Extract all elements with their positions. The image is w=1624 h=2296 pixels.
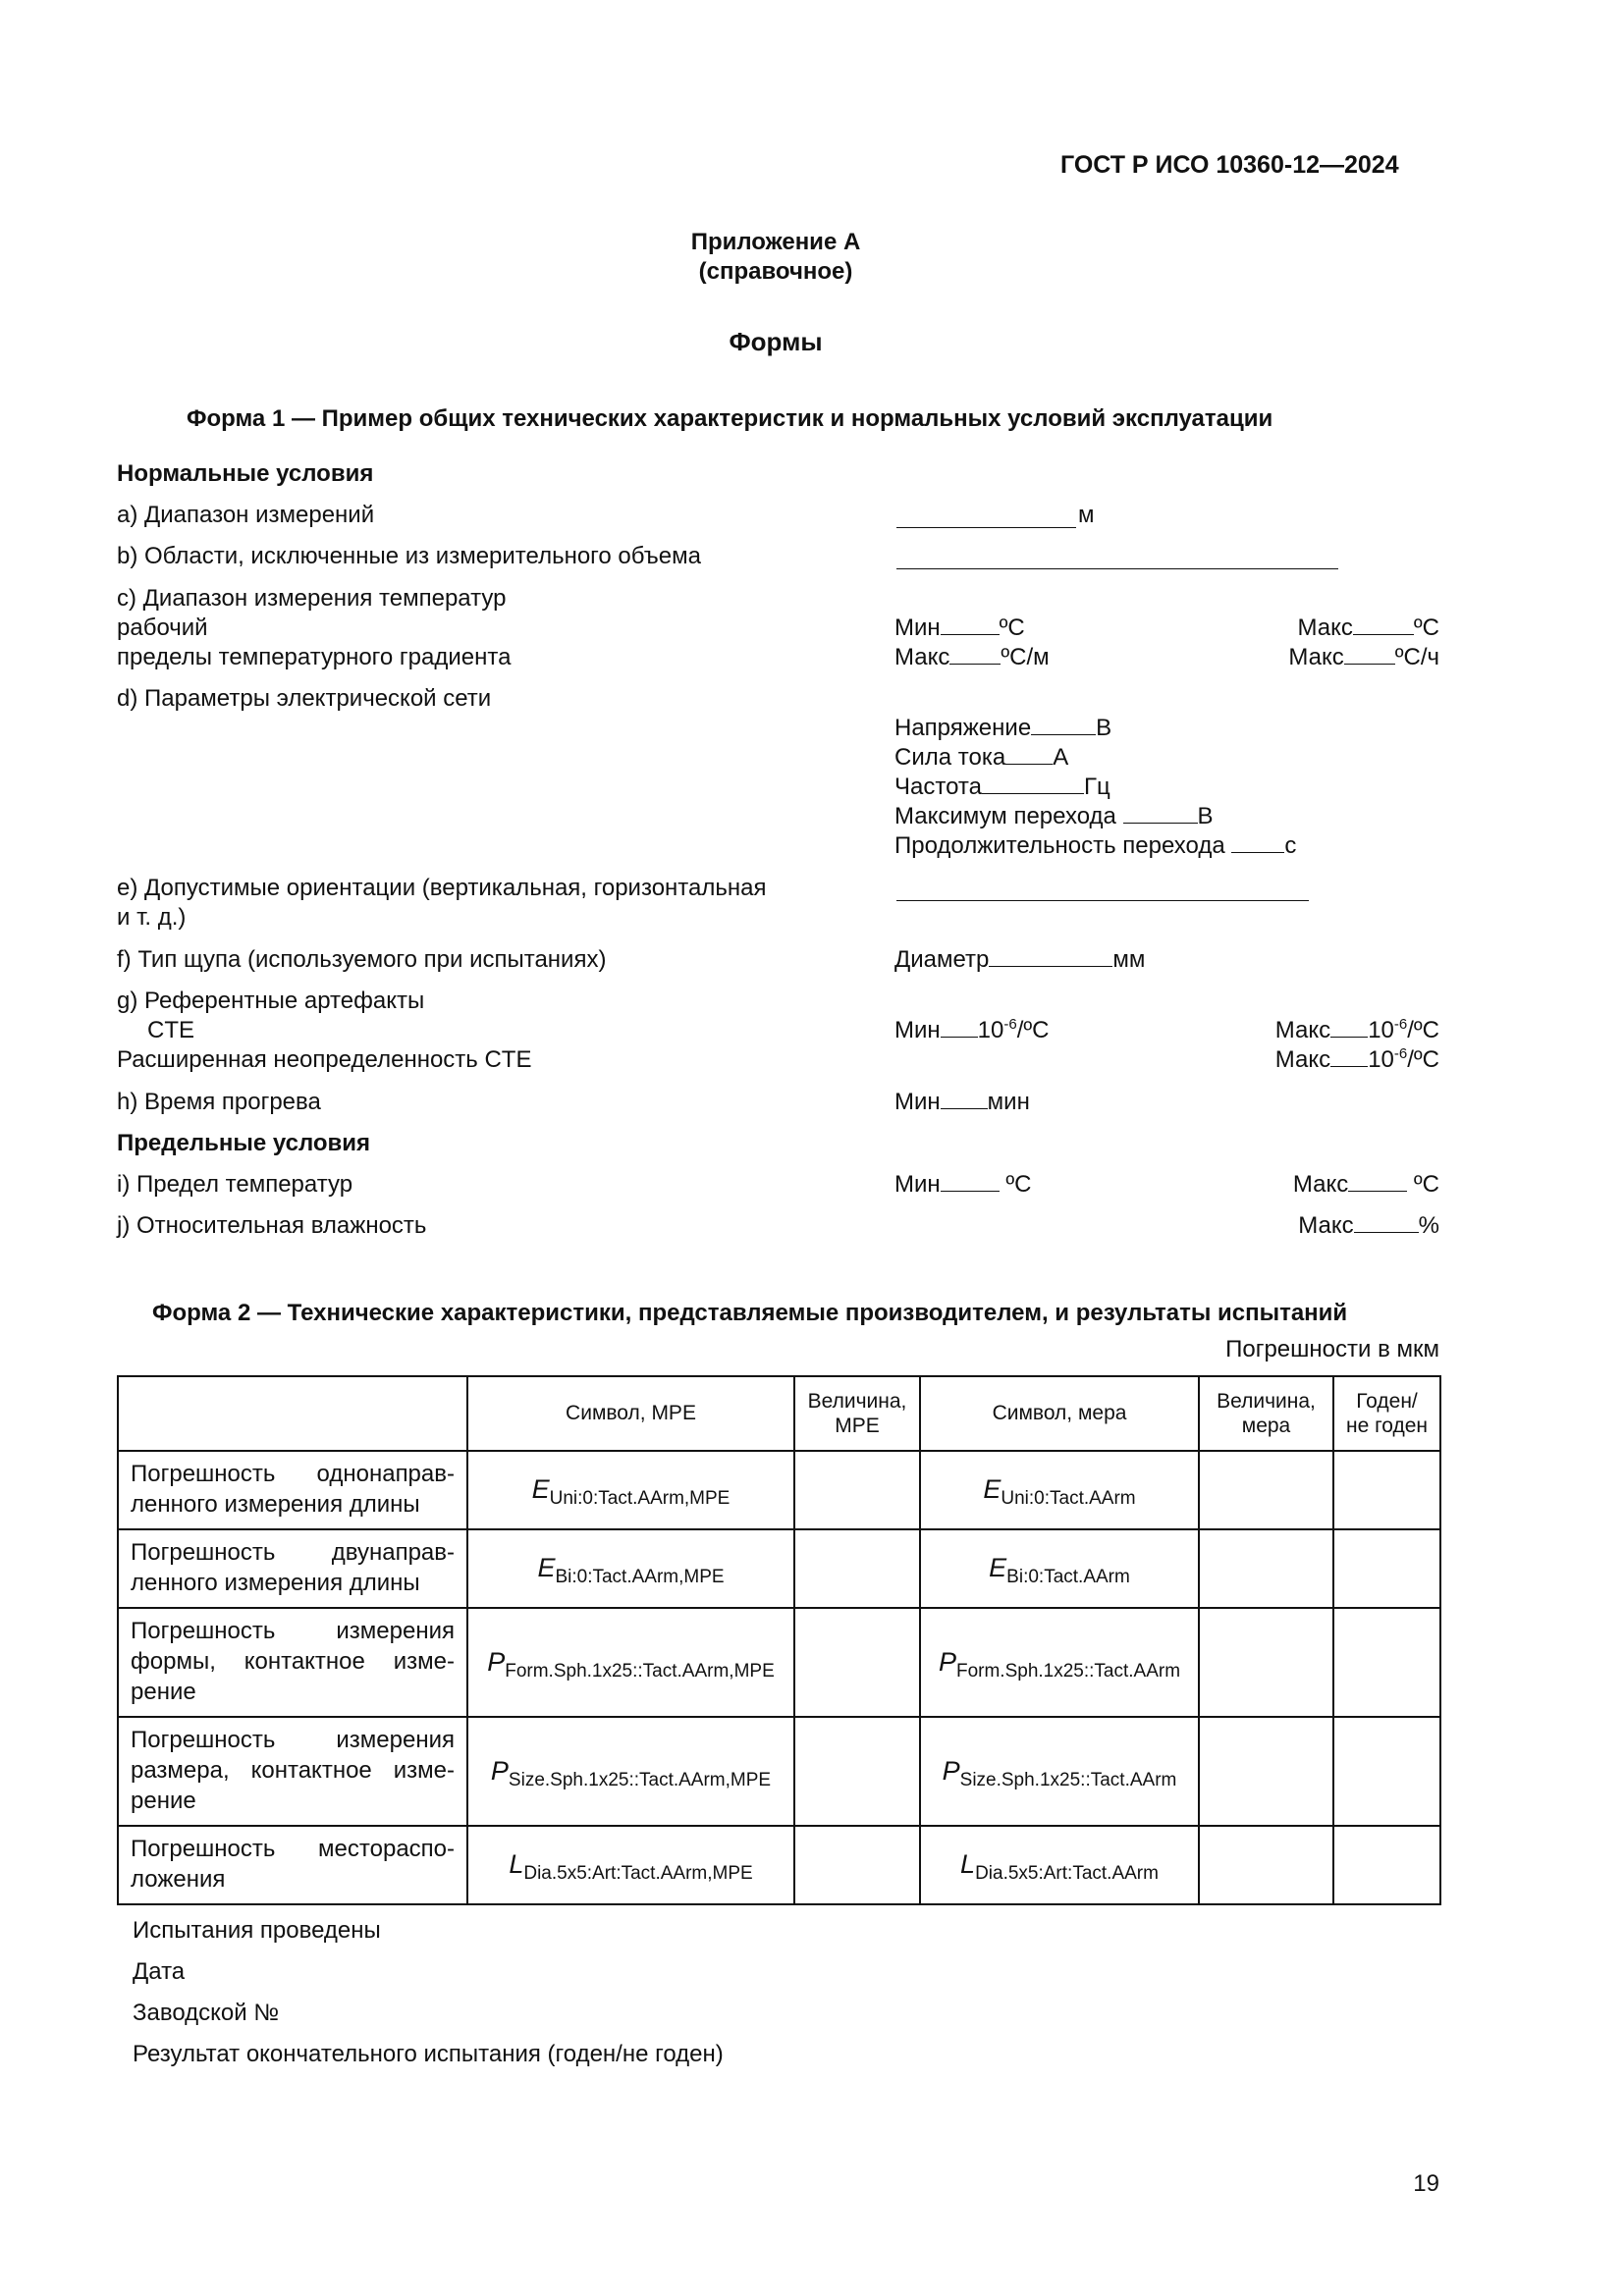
table-row — [118, 1529, 1440, 1608]
table-row — [118, 1608, 1440, 1717]
item-g-uncertainty-label: Расширенная неопределенность CTE — [117, 1046, 532, 1073]
item-c-max: Макс ºС — [1297, 614, 1439, 641]
form1-title: Форма 1 — Пример общих технических характеристик и нормальных условий эксплуатации — [187, 405, 1273, 432]
item-g-uncertainty-max: Макс $10^{-6}/ºС$ — [1274, 1045, 1439, 1073]
value-measure-cell[interactable] — [1199, 1717, 1333, 1826]
table-header-row — [118, 1376, 1440, 1451]
item-a-label: а) Диапазон измерений — [117, 502, 375, 528]
item-e-label-line1: е) Допустимые ориентации (вертикальная, горизонтальная — [117, 875, 767, 901]
pass-fail-cell[interactable] — [1333, 1451, 1440, 1529]
pass-fail-cell[interactable] — [1333, 1608, 1440, 1717]
symbol-measure-cell: $E_{Uni:0:Tact.AArm}$ — [920, 1451, 1199, 1529]
symbol-mpe-cell: $P_{Form.Sph.1x25::Tact.AArm,MPE}$ — [467, 1608, 794, 1717]
symbol-mpe-cell: $E_{Bi:0:Tact.AArm,MPE}$ — [467, 1529, 794, 1608]
item-i-min: Мин ºС — [894, 1171, 1032, 1198]
header-empty-cell — [118, 1376, 467, 1451]
pass-fail-cell[interactable] — [1333, 1529, 1440, 1608]
item-d-voltage: Напряжение В — [894, 715, 1112, 741]
row-label: Погрешность измерения размера, контактное изме-рение — [118, 1717, 467, 1826]
symbol-mpe-cell: $L_{Dia.5x5:Art:Tact.AArm,MPE}$ — [467, 1826, 794, 1904]
page-number: 19 — [1413, 2170, 1439, 2197]
value-measure-cell[interactable] — [1199, 1529, 1333, 1608]
item-h-min: Мин мин — [894, 1089, 1030, 1115]
item-g-cte-label: CTE — [147, 1017, 194, 1043]
value-mpe-cell[interactable] — [794, 1529, 920, 1608]
item-g-cte-min: Мин $10^{-6}/ºС$ — [894, 1016, 1050, 1043]
item-e-label-line2: и т. д.) — [117, 904, 187, 931]
item-a-unit: м — [1078, 502, 1095, 528]
units-note: Погрешности в мкм — [1225, 1336, 1439, 1362]
item-d-transient: Максимум перехода В — [894, 803, 1214, 829]
item-i-max: Макс ºС — [1292, 1171, 1439, 1198]
normal-conditions-heading: Нормальные условия — [117, 460, 374, 487]
item-d-duration: Продолжительность перехода с — [894, 832, 1297, 859]
value-measure-cell[interactable] — [1199, 1451, 1333, 1529]
form2-title: Форма 2 — Технические характеристики, представляемые производителем, и результаты испытаний — [152, 1300, 1348, 1326]
appendix-subtitle: (справочное) — [698, 258, 853, 285]
item-j-label: j) Относительная влажность — [117, 1212, 427, 1239]
header-symbol-mpe: Символ, МРЕ — [467, 1376, 794, 1451]
item-b-label: b) Области, исключенные из измерительного объема — [117, 543, 701, 569]
symbol-measure-cell: $L_{Dia.5x5:Art:Tact.AArm}$ — [920, 1826, 1199, 1904]
appendix-title: Приложение А — [690, 229, 861, 255]
value-mpe-cell[interactable] — [794, 1717, 920, 1826]
item-e-blank — [896, 900, 1309, 901]
value-measure-cell[interactable] — [1199, 1826, 1333, 1904]
item-f-label: f) Тип щупа (используемого при испытаниях) — [117, 946, 607, 973]
item-c-gradient-label: пределы температурного градиента — [117, 644, 512, 670]
value-measure-cell[interactable] — [1199, 1608, 1333, 1717]
results-table — [117, 1375, 1441, 1905]
final-result-label: Результат окончательного испытания (годен/не годен) — [133, 2041, 724, 2067]
limit-conditions-heading: Предельные условия — [117, 1130, 371, 1156]
item-c-gradient-max-h: Макс ºС/ч — [1288, 644, 1439, 670]
header-symbol-measure: Символ, мера — [920, 1376, 1199, 1451]
table-row — [118, 1451, 1440, 1529]
symbol-measure-cell: $P_{Size.Sph.1x25::Tact.AArm}$ — [920, 1717, 1199, 1826]
header-value-measure: Величина, мера — [1199, 1376, 1333, 1451]
row-label: Погрешность измерения формы, контактное изме-рение — [118, 1608, 467, 1717]
item-b-blank — [896, 568, 1338, 569]
table-row — [118, 1826, 1440, 1904]
pass-fail-cell[interactable] — [1333, 1717, 1440, 1826]
item-d-frequency: Частота Гц — [894, 774, 1110, 800]
row-label: Погрешность местораспо-ложения — [118, 1826, 467, 1904]
item-c-working-label: рабочий — [117, 614, 208, 641]
table-row — [118, 1717, 1440, 1826]
item-c-min: Мин ºС — [894, 614, 1025, 641]
item-d-current: Сила тока А — [894, 744, 1069, 771]
value-mpe-cell[interactable] — [794, 1608, 920, 1717]
value-mpe-cell[interactable] — [794, 1826, 920, 1904]
serial-number-label: Заводской № — [133, 2000, 280, 2026]
symbol-mpe-cell: $P_{Size.Sph.1x25::Tact.AArm,MPE}$ — [467, 1717, 794, 1826]
row-label: Погрешность однонаправ-ленного измерения длины — [118, 1451, 467, 1529]
header-value-mpe: Величина, МРЕ — [794, 1376, 920, 1451]
item-i-label: i) Предел температур — [117, 1171, 353, 1198]
appendix-heading: Формы — [729, 327, 823, 356]
item-g-label: g) Референтные артефакты — [117, 988, 425, 1014]
tested-by-label: Испытания проведены — [133, 1917, 381, 1944]
symbol-measure-cell: $P_{Form.Sph.1x25::Tact.AArm}$ — [920, 1608, 1199, 1717]
item-j-max: Макс % — [1298, 1212, 1439, 1239]
item-c-gradient-max-m: Макс ºС/м — [894, 644, 1050, 670]
item-f-diameter: Диаметр мм — [894, 946, 1146, 973]
pass-fail-cell[interactable] — [1333, 1826, 1440, 1904]
symbol-mpe-cell: $E_{Uni:0:Tact.AArm,MPE}$ — [467, 1451, 794, 1529]
item-d-label: d) Параметры электрической сети — [117, 685, 492, 712]
item-c-label: с) Диапазон измерения температур — [117, 585, 507, 612]
item-a-blank — [896, 527, 1076, 528]
item-h-label: h) Время прогрева — [117, 1089, 321, 1115]
symbol-measure-cell: $E_{Bi:0:Tact.AArm}$ — [920, 1529, 1199, 1608]
header-pass-fail: Годен/ не годен — [1333, 1376, 1440, 1451]
value-mpe-cell[interactable] — [794, 1451, 920, 1529]
row-label: Погрешность двунаправ-ленного измерения длины — [118, 1529, 467, 1608]
document-code: ГОСТ Р ИСО 10360-12—2024 — [1060, 151, 1399, 179]
date-label: Дата — [133, 1958, 186, 1985]
item-g-cte-max: Макс $10^{-6}/ºС$ — [1274, 1016, 1439, 1043]
